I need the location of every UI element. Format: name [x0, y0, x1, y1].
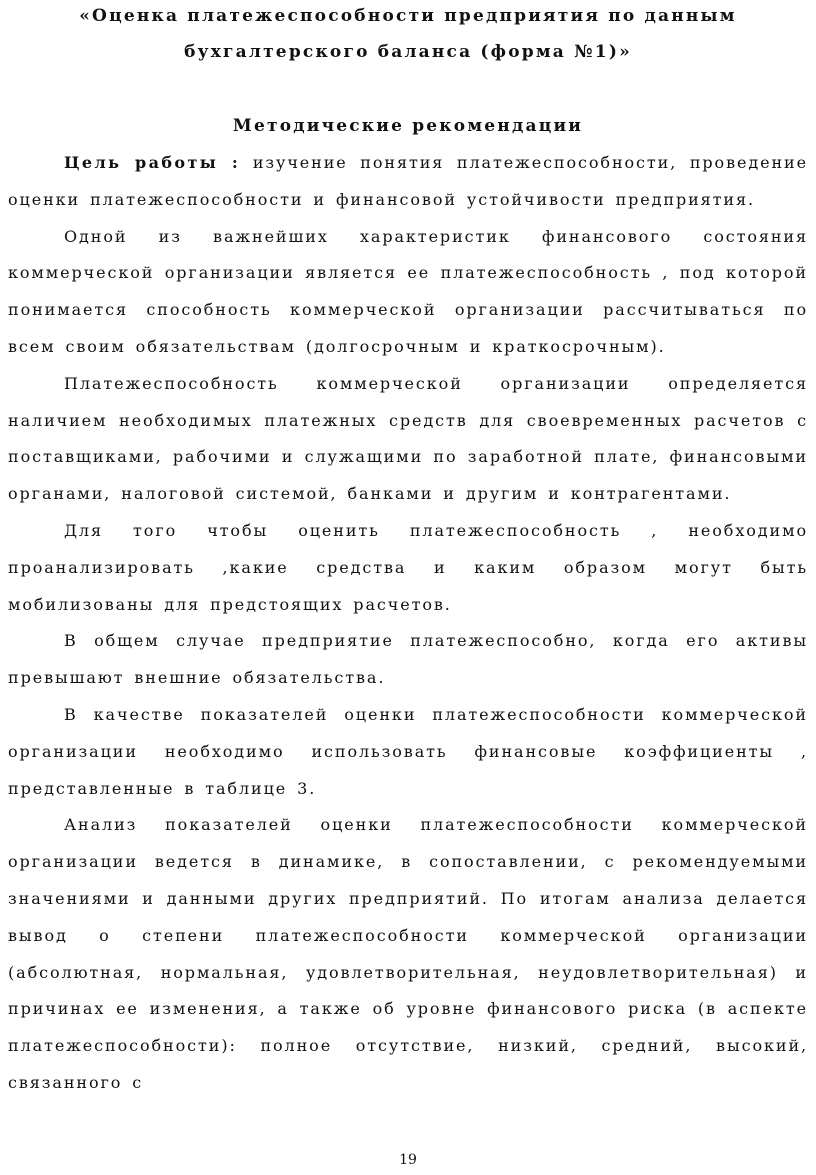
page-number: 19 — [399, 1152, 417, 1168]
document-title-line-2: бухгалтерского баланса (форма №1)» — [184, 42, 632, 62]
body-paragraph-5: В качестве показателей оценки платежеспособности коммерческой организации необходимо использовать финансовые коэффициенты , представленные в таблице 3. — [8, 704, 808, 798]
body-paragraph-6: Анализ показателей оценки платежеспособности коммерческой организации ведется в динамике, в сопоставлении, с рекомендуемыми значениями и данными других предприятий. По итогам анализа делается вывод о степени платежеспособности коммерческой организации (абсолютная, нормальная, удовлетворительная, неудовлетворительная) и причинах ее изменения, а также об уровне финансового риска (в аспекте платежеспособности): полное отсутствие, низкий, средний, высокий, связанного с — [8, 815, 808, 1092]
goal-label: Цель работы : — [64, 153, 241, 172]
body-paragraph-4: В общем случае предприятие платежеспособно, когда его активы превышают внешние обязательства. — [8, 631, 808, 688]
goal-text: изучение понятия платежеспособности, проведение оценки платежеспособности и финансовой устойчивости предприятия. — [8, 153, 808, 209]
body-paragraph-2: Платежеспособность коммерческой организации определяется наличием необходимых платежных средств для своевременных расчетов с поставщиками, рабочими и служащими по заработной плате, финансовыми органами, налоговой системой, банками и другим и контрагентами. — [8, 373, 808, 504]
body-paragraph-1: Одной из важнейших характеристик финансового состояния коммерческой организации является ее платежеспособность , под которой понимается способность коммерческой организации рассчитываться по всем своим обязательствам (долгосрочным и краткосрочным). — [8, 226, 808, 356]
document-body — [8, 145, 808, 1102]
body-paragraph-3: Для того чтобы оценить платежеспособность , необходимо проанализировать ,какие средства и каким образом могут быть мобилизованы для предстоящих расчетов. — [8, 520, 808, 614]
goal-paragraph — [8, 145, 808, 219]
document-title-line-1: «Оценка платежеспособности предприятия по данным — [79, 6, 737, 26]
section-heading: Методические рекомендации — [232, 116, 584, 136]
